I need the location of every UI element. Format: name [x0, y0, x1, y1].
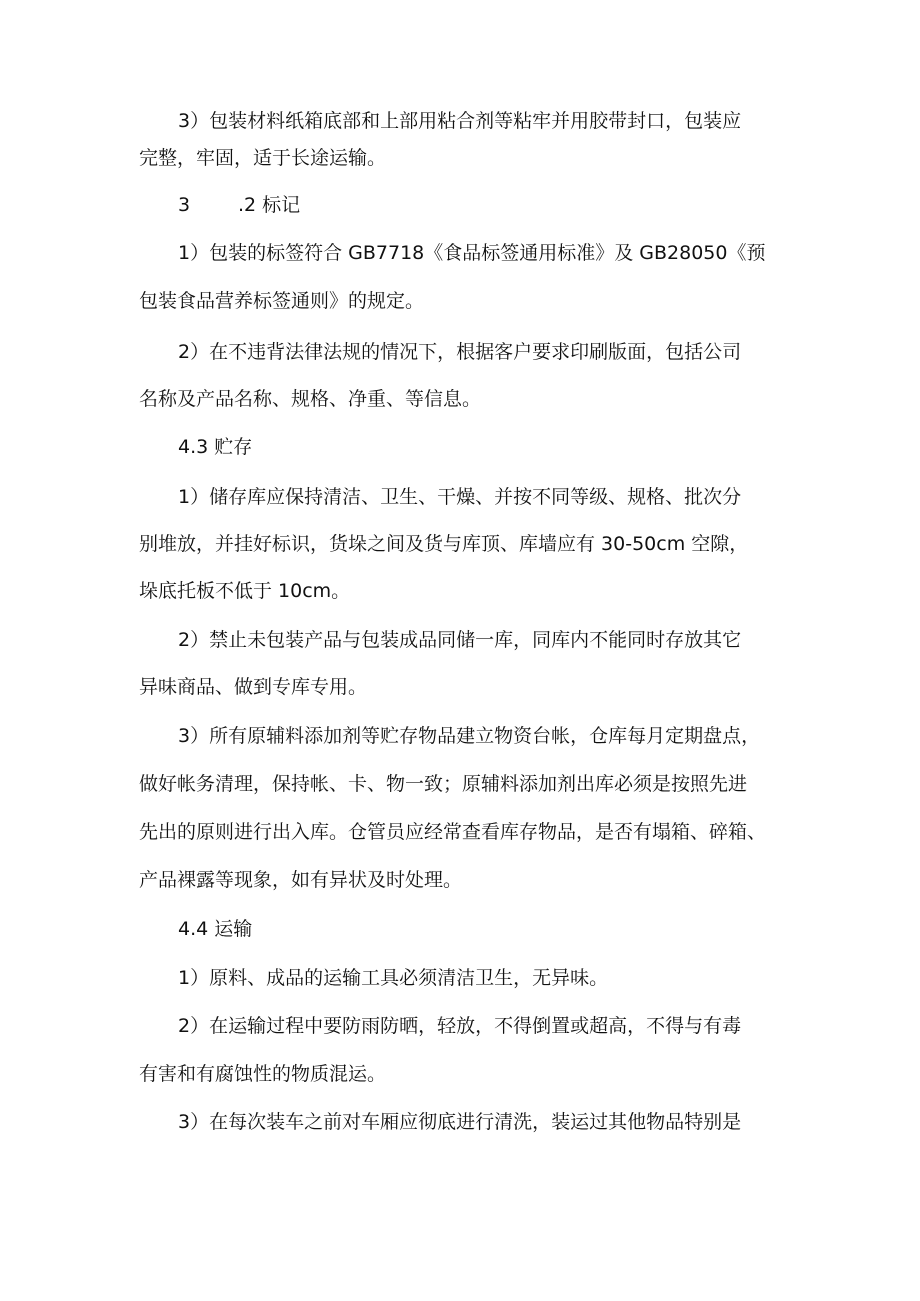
paragraph-line: 先出的原则进行出入库。仓管员应经常查看库存物品，是否有塌箱、碎箱、	[139, 821, 767, 843]
paragraph-line: 做好帐务清理，保持帐、卡、物一致；原辅料添加剂出库必须是按照先进	[139, 773, 748, 795]
section-heading: 4.4 运输	[178, 918, 253, 940]
paragraph-line: 2）在运输过程中要防雨防晒，轻放，不得倒置或超高，不得与有毒	[178, 1015, 742, 1037]
paragraph-line: 3）包装材料纸箱底部和上部用粘合剂等粘牢并用胶带封口，包装应	[178, 110, 742, 132]
paragraph-line: 产品裸露等现象，如有异状及时处理。	[139, 869, 463, 891]
section-heading	[178, 192, 300, 218]
paragraph-line: 完整，牢固，适于长途运输。	[139, 147, 387, 169]
paragraph-line: 垛底托板不低于 10cm。	[139, 580, 351, 602]
paragraph-line: 别堆放，并挂好标识，货垛之间及货与库顶、库墙应有 30-50cm 空隙，	[139, 533, 749, 555]
paragraph-line: 异味商品、做到专库专用。	[139, 676, 368, 698]
paragraph-line: 1）包装的标签符合 GB7718《食品标签通用标准》及 GB28050《预	[178, 242, 766, 264]
paragraph-line: 3）在每次装车之前对车厢应彻底进行清洗，装运过其他物品特别是	[178, 1111, 742, 1133]
paragraph-line: 1）原料、成品的运输工具必须清洁卫生，无异味。	[178, 967, 609, 989]
paragraph-line: 1）储存库应保持清洁、卫生、干燥、并按不同等级、规格、批次分	[178, 486, 742, 508]
section-heading-text: .2 标记	[238, 194, 301, 216]
paragraph-line: 2）禁止未包装产品与包装成品同储一库，同库内不能同时存放其它	[178, 629, 742, 651]
section-heading-number: 3	[178, 194, 191, 216]
paragraph-line: 有害和有腐蚀性的物质混运。	[139, 1063, 387, 1085]
paragraph-line: 包装食品营养标签通则》的规定。	[139, 290, 425, 312]
paragraph-line: 2）在不违背法律法规的情况下，根据客户要求印刷版面，包括公司	[178, 341, 742, 363]
paragraph-line: 3）所有原辅料添加剂等贮存物品建立物资台帐，仓库每月定期盘点，	[178, 725, 761, 747]
section-heading: 4.3 贮存	[178, 436, 253, 458]
paragraph-line: 名称及产品名称、规格、净重、等信息。	[139, 388, 482, 410]
